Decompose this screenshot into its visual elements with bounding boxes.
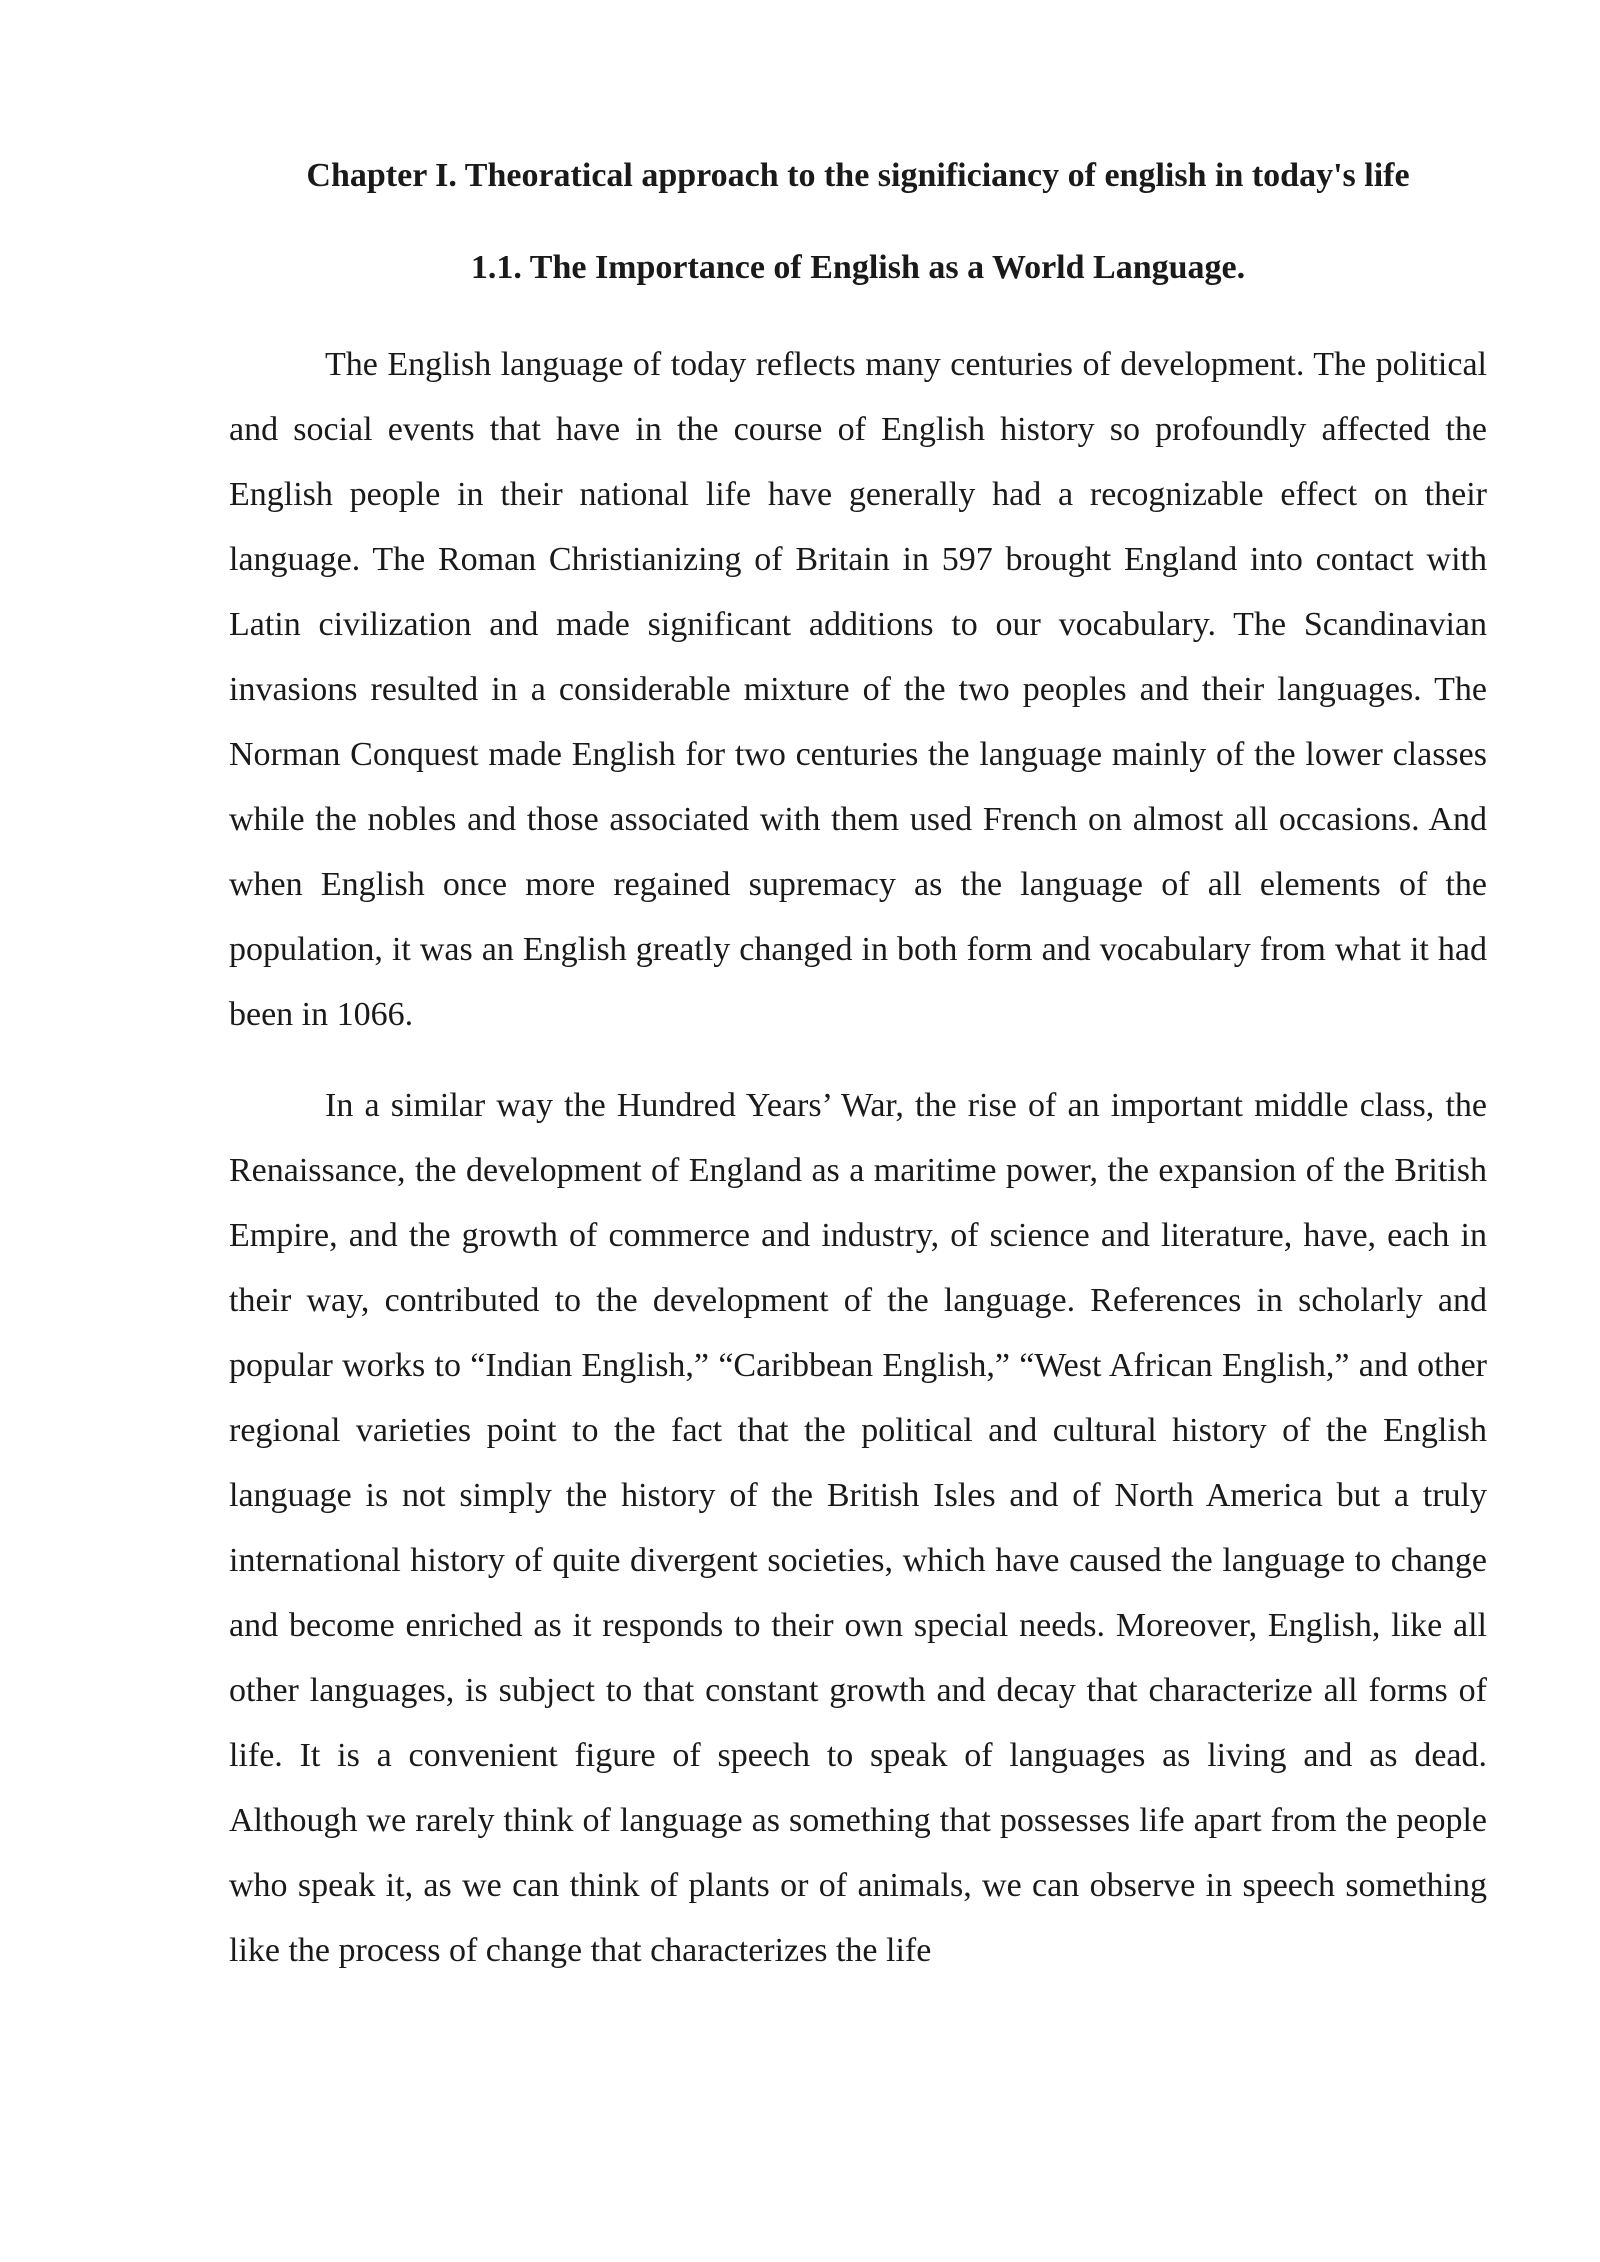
chapter-title: Chapter I. Theoratical approach to the significiancy of english in today's life: [306, 157, 1410, 194]
section-title: 1.1. The Importance of English as a World Language.: [470, 249, 1246, 286]
paragraph-2: In a similar way the Hundred Years’ War, the rise of an important middle class, the Renaissance, the development of England as a maritime power, the expansion of the British Empire, and the growth of commerce and industry, of science and literature, have, each in their way, contributed to the development of the language. References in scholarly and popular works to “Indian English,” “Caribbean English,” “West African English,” and other regional varieties point to the fact that the political and cultural history of the English language is not simply the history of the British Isles and of North America but a truly international history of quite divergent societies, which have caused the language to change and become enriched as it responds to their own special needs. Moreover, English, like all other languages, is subject to that constant growth and decay that characterize all forms of life. It is a convenient figure of speech to speak of languages as living and as dead. Although we rarely think of language as something that possesses life apart from the people who speak it, as we can think of plants or of animals, we can observe in speech something like the process of change that characterizes the life: [229, 1087, 1487, 1969]
paragraph-1: The English language of today reflects many centuries of development. The political and social events that have in the course of English history so profoundly affected the English people in their national life have generally had a recognizable effect on their language. The Roman Christianizing of Britain in 597 brought England into contact with Latin civilization and made significant additions to our vocabulary. The Scandinavian invasions resulted in a considerable mixture of the two peoples and their languages. The Norman Conquest made English for two centuries the language mainly of the lower classes while the nobles and those associated with them used French on almost all occasions. And when English once more regained supremacy as the language of all elements of the population, it was an English greatly changed in both form and vocabulary from what it had been in 1066.: [229, 346, 1487, 1033]
document-page: [229, 150, 1487, 1983]
